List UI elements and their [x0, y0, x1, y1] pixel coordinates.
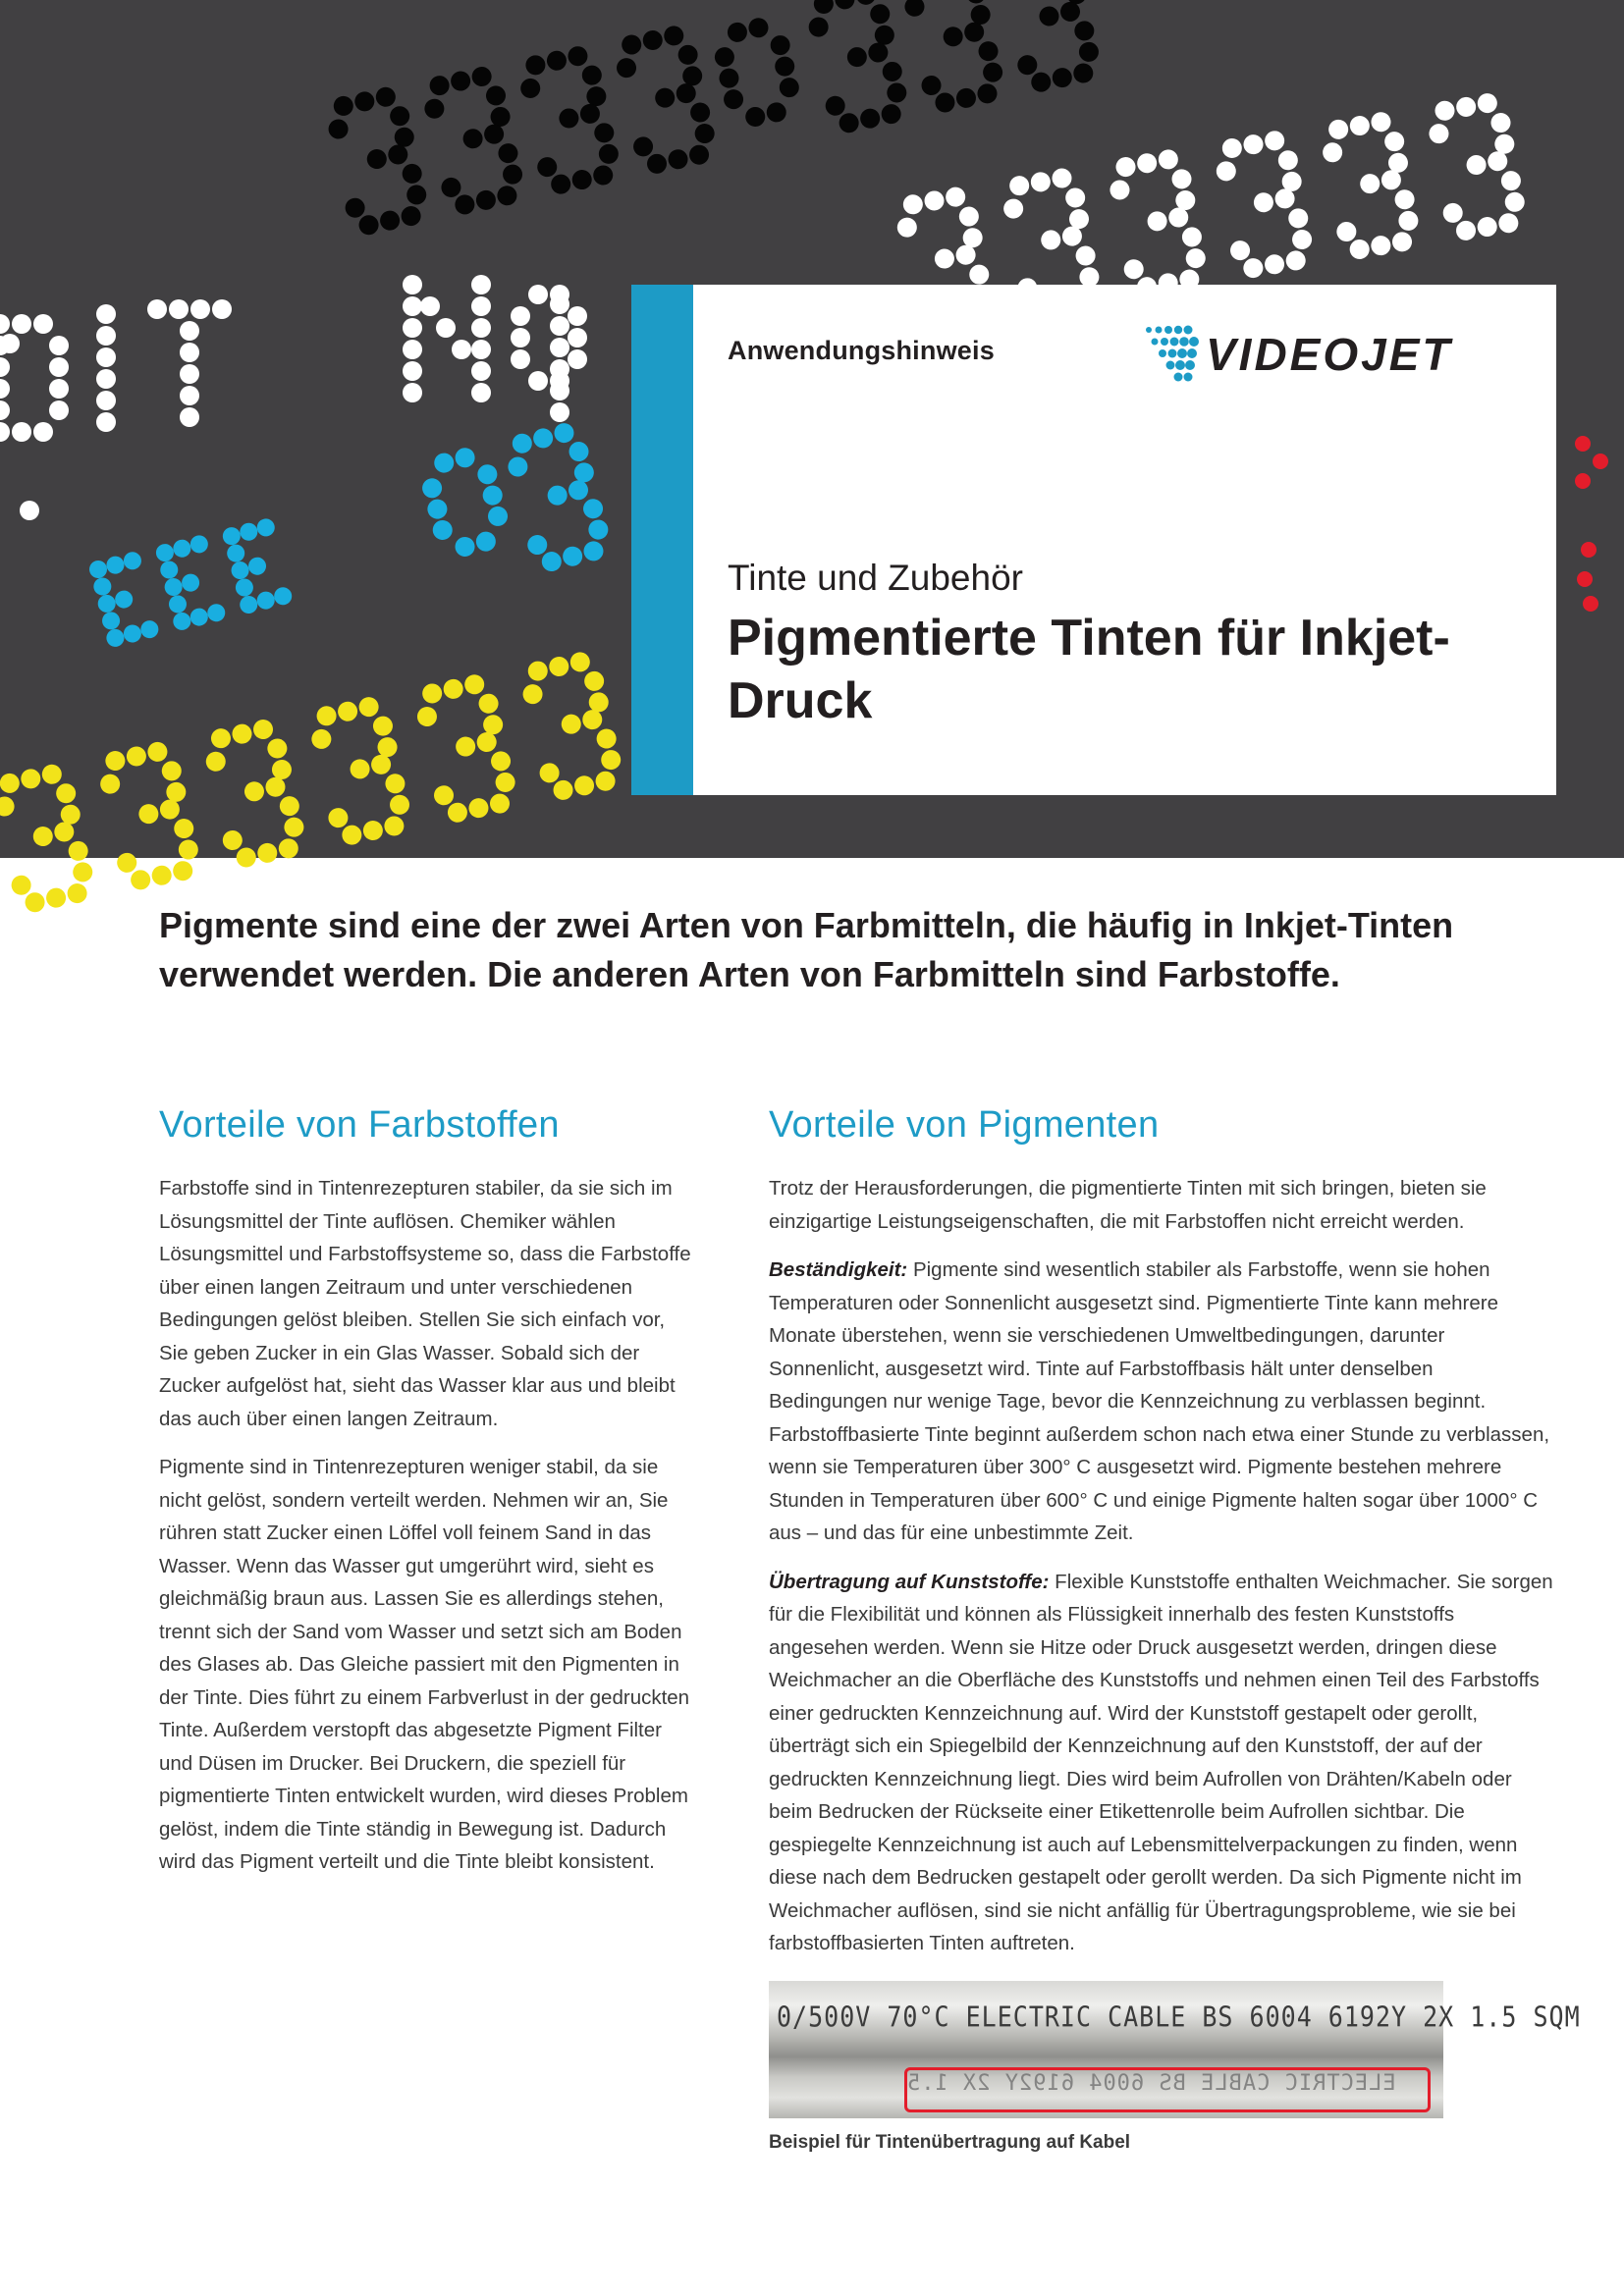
accent-stripe — [631, 285, 693, 795]
document-type: Anwendungshinweis — [728, 336, 995, 365]
category-label: Tinte und Zubehör — [728, 558, 1023, 598]
intro-statement: Pigmente sind eine der zwei Arten von Farbmitteln, die häufig in Inkjet-Tinten verwendet werden. Die anderen Arten von Farbmitteln sind Farbstoffe. — [159, 905, 1454, 994]
transfer-highlight-box — [904, 2067, 1431, 2112]
lead-durability: Beständigkeit: — [769, 1258, 908, 1281]
right-column — [769, 1104, 1554, 1976]
header-card — [631, 285, 1556, 795]
figure-caption: Beispiel für Tintenübertragung auf Kabel — [769, 2132, 1131, 2153]
heading-pigment-advantages: Vorteile von Pigmenten — [769, 1104, 1160, 1146]
left-column — [159, 1104, 694, 1895]
paragraph-durability — [769, 1254, 1554, 1550]
brand-name: VIDEOJET — [1206, 329, 1453, 380]
text-transfer: Flexible Kunststoffe enthalten Weichmacher. Sie sorgen für die Flexibilität und können als Flüssigkeit innerhalb des festen Kunststoffs angesehen werden. Wenn sie Hitze oder Druck ausgesetzt werden, dringen diese Weichmacher an die Oberfläche des Kunststoffs und nehmen einen Teil des Farbstoffs einer gedruckten Kennzeichnung auf. Wird der Kunststoff gestapelt oder gerollt, überträgt sich ein Spiegelbild der Kennzeichnung auf den Kunststoff, der auf der gedruckten Kennzeichnung liegt. Dies wird beim Aufrollen von Drähten/Kabeln oder beim Bedrucken der Rückseite einer Etikettenrolle beim Aufrollen sichtbar. Die gespiegelte Kennzeichnung ist auch auf Lebensmittelverpackungen zu finden, wenn diese nach dem Bedrucken gestapelt oder gerollt werden. Da sich Pigmente nicht im Weichmacher auflösen, sind sie nicht anfällig für Übertragungsprobleme, wie sie bei farbstoffbasierten Tinten auftreten. — [769, 1570, 1553, 1954]
paragraph-pigment-intro: Trotz der Herausforderungen, die pigmentierte Tinten mit sich bringen, bieten sie einzigartige Leistungseigenschaften, die mit Farbstoffen nicht erreicht werden. — [769, 1177, 1487, 1233]
page-title: Pigmentierte Tinten für Inkjet-Druck — [728, 610, 1450, 729]
heading-dye-advantages: Vorteile von Farbstoffen — [159, 1104, 560, 1146]
cable-transfer-photo — [769, 1981, 1581, 2118]
paragraph-transfer — [769, 1566, 1554, 1960]
cable-marking: 0/500V 70°C ELECTRIC CABLE BS 6004 6192Y 2X 1.5 SQM — [777, 2000, 1581, 2034]
hero-banner — [0, 0, 1624, 858]
mirrored-marking: ELECTRIC CABLE BS 6004 6192Y 2X 1.5 — [906, 2071, 1396, 2096]
paragraph-dye-2: Pigmente sind in Tintenrezepturen weniger stabil, da sie nicht gelöst, sondern verteilt werden. Nehmen wir an, Sie rühren statt Zucker einen Löffel voll feinem Sand in das Wasser. Wenn das Wasser gut umgerührt wird, sieht es gleichmäßig braun aus. Lassen Sie es allerdings stehen, trennt sich der Sand vom Wasser und setzt sich am Boden des Glases ab. Das Gleiche passiert mit den Pigmenten in der Tinte. Dies führt zu einem Farbverlust in der gedruckten Tinte. Außerdem verstopft das abgesetzte Pigment Filter und Düsen im Drucker. Bei Druckern, die speziell für pigmentierte Tinten entwickelt wurden, wird dieses Problem gelöst, indem die Tinte ständig in Bewegung ist. Dadurch wird das Pigment verteilt und die Tinte bleibt konsistent. — [159, 1456, 690, 1873]
lead-transfer: Übertragung auf Kunststoffe: — [769, 1570, 1050, 1593]
paragraph-dye-1: Farbstoffe sind in Tintenrezepturen stabiler, da sie sich im Lösungsmittel der Tinte auflösen. Chemiker wählen Lösungsmittel und Farbstoffsysteme so, dass die Farbstoffe über einen langen Zeitraum und unter verschiedenen Bedingungen gelöst bleiben. Stellen Sie sich einfach vor, Sie geben Zucker in ein Glas Wasser. Sobald sich der Zucker aufgelöst hat, sieht das Wasser klar aus und bleibt das auch über einen langen Zeitraum. — [159, 1177, 691, 1430]
videojet-logo — [1137, 316, 1535, 393]
text-durability: Pigmente sind wesentlich stabiler als Farbstoffe, wenn sie hohen Temperaturen oder Sonnenlicht ausgesetzt sind. Pigmentierte Tinte kann mehrere Monate überstehen, wenn sie verschiedenen Umweltbedingungen, darunter Sonnenlicht, ausgesetzt wird. Tinte auf Farbstoffbasis hält unter denselben Bedingungen nur wenige Tage, bevor die Kennzeichnung zu verblassen beginnt. Farbstoffbasierte Tinte beginnt außerdem schon nach etwa einer Stunde zu verblassen, wenn sie Temperaturen über 300° C ausgesetzt wird. Pigmente bestehen mehrere Stunden in Temperaturen über 600° C und einige Pigmente halten sogar über 1000° C aus – und das für eine unbestimmte Zeit. — [769, 1258, 1550, 1544]
